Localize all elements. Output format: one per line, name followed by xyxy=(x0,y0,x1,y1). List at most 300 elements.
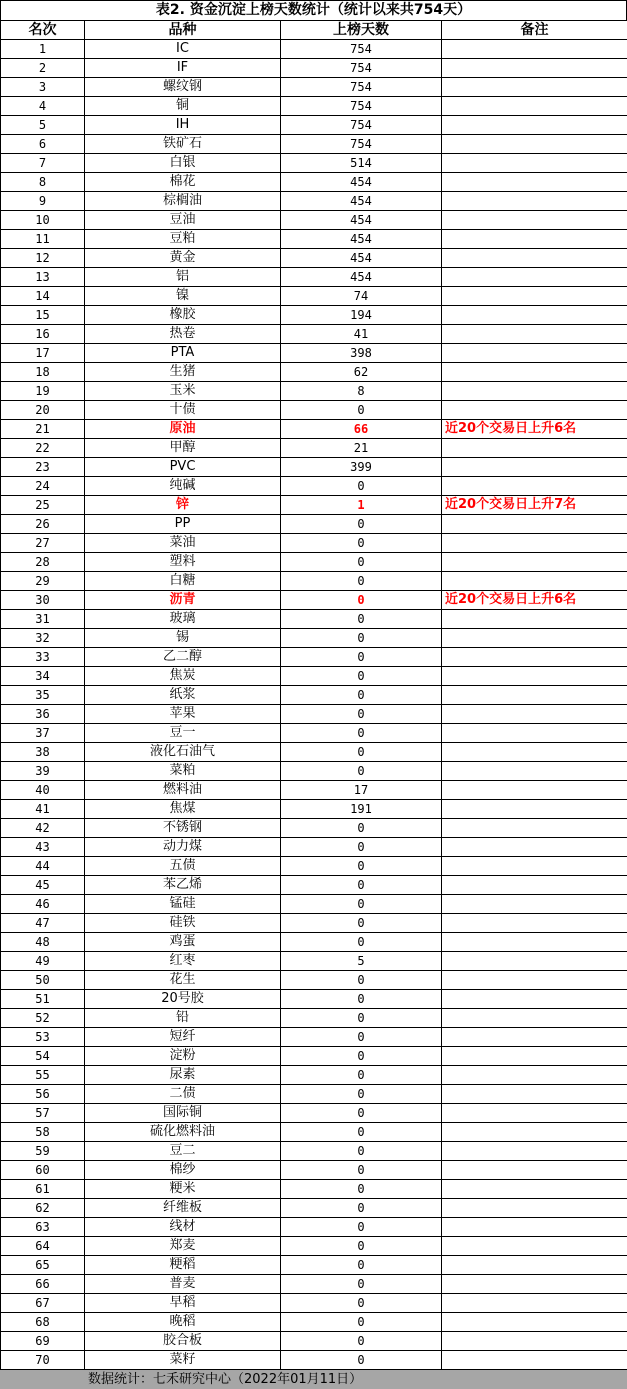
rank-cell: 52 xyxy=(1,1009,85,1028)
rank-cell: 16 xyxy=(1,325,85,344)
name-cell: 锡 xyxy=(85,629,281,648)
name-cell: IC xyxy=(85,40,281,59)
note-cell xyxy=(442,515,627,534)
note-cell xyxy=(442,1047,627,1066)
rank-cell: 66 xyxy=(1,1275,85,1294)
name-cell: 铜 xyxy=(85,97,281,116)
rank-cell: 65 xyxy=(1,1256,85,1275)
rank-cell: 63 xyxy=(1,1218,85,1237)
name-cell: 锰硅 xyxy=(85,895,281,914)
name-cell: IH xyxy=(85,116,281,135)
note-cell xyxy=(442,1180,627,1199)
days-cell: 454 xyxy=(281,173,442,192)
days-cell: 0 xyxy=(281,1199,442,1218)
rank-cell: 17 xyxy=(1,344,85,363)
rank-cell: 29 xyxy=(1,572,85,591)
table-row xyxy=(1,572,627,591)
rank-cell: 8 xyxy=(1,173,85,192)
note-cell xyxy=(442,781,627,800)
table-title: 表2. 资金沉淀上榜天数统计（统计以来共754天） xyxy=(0,0,627,21)
table-row xyxy=(1,895,627,914)
rank-cell: 55 xyxy=(1,1066,85,1085)
days-cell: 1 xyxy=(281,496,442,515)
note-cell xyxy=(442,439,627,458)
header-note: 备注 xyxy=(442,21,627,40)
rank-cell: 47 xyxy=(1,914,85,933)
table-row xyxy=(1,857,627,876)
days-cell: 0 xyxy=(281,534,442,553)
name-cell: 普麦 xyxy=(85,1275,281,1294)
table-row xyxy=(1,1142,627,1161)
table-row xyxy=(1,211,627,230)
note-cell xyxy=(442,876,627,895)
name-cell: 早稻 xyxy=(85,1294,281,1313)
note-cell xyxy=(442,933,627,952)
table-body xyxy=(1,40,627,1370)
table-row xyxy=(1,800,627,819)
name-cell: 菜籽 xyxy=(85,1351,281,1370)
table-row xyxy=(1,325,627,344)
days-cell: 0 xyxy=(281,401,442,420)
table-row xyxy=(1,1218,627,1237)
note-cell xyxy=(442,287,627,306)
note-cell xyxy=(442,629,627,648)
days-cell: 0 xyxy=(281,572,442,591)
name-cell: 五债 xyxy=(85,857,281,876)
rank-cell: 62 xyxy=(1,1199,85,1218)
rank-cell: 7 xyxy=(1,154,85,173)
name-cell: 郑麦 xyxy=(85,1237,281,1256)
rank-cell: 21 xyxy=(1,420,85,439)
name-cell: 液化石油气 xyxy=(85,743,281,762)
days-cell: 0 xyxy=(281,743,442,762)
table-row xyxy=(1,1313,627,1332)
note-cell xyxy=(442,800,627,819)
table-row xyxy=(1,154,627,173)
days-cell: 0 xyxy=(281,1028,442,1047)
name-cell: 白银 xyxy=(85,154,281,173)
days-cell: 454 xyxy=(281,249,442,268)
table-row xyxy=(1,876,627,895)
days-cell: 754 xyxy=(281,59,442,78)
note-cell xyxy=(442,1332,627,1351)
note-cell xyxy=(442,838,627,857)
table-row xyxy=(1,420,627,439)
rank-cell: 9 xyxy=(1,192,85,211)
name-cell: 胶合板 xyxy=(85,1332,281,1351)
name-cell: 硅铁 xyxy=(85,914,281,933)
days-cell: 0 xyxy=(281,648,442,667)
note-cell: 近20个交易日上升6名 xyxy=(442,420,627,439)
table-row xyxy=(1,648,627,667)
note-cell: 近20个交易日上升7名 xyxy=(442,496,627,515)
table-row xyxy=(1,40,627,59)
days-cell: 66 xyxy=(281,420,442,439)
name-cell: PTA xyxy=(85,344,281,363)
name-cell: 生猪 xyxy=(85,363,281,382)
note-cell xyxy=(442,230,627,249)
table-row xyxy=(1,1104,627,1123)
name-cell: 铝 xyxy=(85,268,281,287)
days-cell: 454 xyxy=(281,192,442,211)
days-cell: 0 xyxy=(281,1180,442,1199)
rank-cell: 56 xyxy=(1,1085,85,1104)
note-cell xyxy=(442,914,627,933)
table-header xyxy=(1,21,627,40)
table-row xyxy=(1,1047,627,1066)
table-row xyxy=(1,78,627,97)
days-cell: 0 xyxy=(281,667,442,686)
name-cell: 黄金 xyxy=(85,249,281,268)
table-row xyxy=(1,1199,627,1218)
note-cell xyxy=(442,1123,627,1142)
rank-cell: 49 xyxy=(1,952,85,971)
days-cell: 0 xyxy=(281,1237,442,1256)
table-row xyxy=(1,705,627,724)
rank-cell: 20 xyxy=(1,401,85,420)
days-cell: 754 xyxy=(281,97,442,116)
rank-cell: 51 xyxy=(1,990,85,1009)
rank-cell: 44 xyxy=(1,857,85,876)
name-cell: 国际铜 xyxy=(85,1104,281,1123)
table-row xyxy=(1,1275,627,1294)
days-cell: 514 xyxy=(281,154,442,173)
note-cell xyxy=(442,116,627,135)
days-cell: 0 xyxy=(281,724,442,743)
note-cell xyxy=(442,173,627,192)
table-row xyxy=(1,268,627,287)
note-cell xyxy=(442,1142,627,1161)
table-row xyxy=(1,952,627,971)
note-cell xyxy=(442,1313,627,1332)
rank-cell: 11 xyxy=(1,230,85,249)
name-cell: 豆一 xyxy=(85,724,281,743)
note-cell xyxy=(442,344,627,363)
name-cell: 白糖 xyxy=(85,572,281,591)
rank-cell: 4 xyxy=(1,97,85,116)
name-cell: 粳米 xyxy=(85,1180,281,1199)
rank-cell: 14 xyxy=(1,287,85,306)
name-cell: 十债 xyxy=(85,401,281,420)
rank-cell: 36 xyxy=(1,705,85,724)
days-cell: 399 xyxy=(281,458,442,477)
rank-cell: 28 xyxy=(1,553,85,572)
rank-cell: 3 xyxy=(1,78,85,97)
note-cell xyxy=(442,211,627,230)
note-cell xyxy=(442,78,627,97)
header-rank: 名次 xyxy=(1,21,85,40)
days-cell: 0 xyxy=(281,1351,442,1370)
rank-cell: 54 xyxy=(1,1047,85,1066)
note-cell xyxy=(442,1161,627,1180)
days-cell: 0 xyxy=(281,1313,442,1332)
name-cell: 沥青 xyxy=(85,591,281,610)
days-cell: 0 xyxy=(281,1275,442,1294)
name-cell: 螺纹钢 xyxy=(85,78,281,97)
days-cell: 0 xyxy=(281,705,442,724)
name-cell: 玻璃 xyxy=(85,610,281,629)
days-cell: 0 xyxy=(281,1123,442,1142)
note-cell xyxy=(442,40,627,59)
table-row xyxy=(1,990,627,1009)
days-cell: 21 xyxy=(281,439,442,458)
days-cell: 0 xyxy=(281,515,442,534)
days-cell: 0 xyxy=(281,1332,442,1351)
note-cell xyxy=(442,249,627,268)
name-cell: 花生 xyxy=(85,971,281,990)
days-cell: 0 xyxy=(281,591,442,610)
note-cell xyxy=(442,952,627,971)
rank-cell: 58 xyxy=(1,1123,85,1142)
days-cell: 8 xyxy=(281,382,442,401)
rank-cell: 37 xyxy=(1,724,85,743)
name-cell: 鸡蛋 xyxy=(85,933,281,952)
table-row xyxy=(1,610,627,629)
note-cell xyxy=(442,135,627,154)
table-row xyxy=(1,724,627,743)
note-cell xyxy=(442,762,627,781)
name-cell: 菜油 xyxy=(85,534,281,553)
table-row xyxy=(1,515,627,534)
name-cell: 铅 xyxy=(85,1009,281,1028)
days-cell: 0 xyxy=(281,838,442,857)
footer-text: 数据统计：七禾研究中心（2022年01月11日） xyxy=(88,1370,362,1389)
note-cell xyxy=(442,686,627,705)
days-cell: 0 xyxy=(281,1104,442,1123)
rank-cell: 40 xyxy=(1,781,85,800)
rank-cell: 41 xyxy=(1,800,85,819)
table-row xyxy=(1,1161,627,1180)
table-row xyxy=(1,1123,627,1142)
days-cell: 0 xyxy=(281,1294,442,1313)
name-cell: 红枣 xyxy=(85,952,281,971)
note-cell xyxy=(442,534,627,553)
name-cell: 二债 xyxy=(85,1085,281,1104)
rank-cell: 6 xyxy=(1,135,85,154)
days-cell: 0 xyxy=(281,1047,442,1066)
days-cell: 41 xyxy=(281,325,442,344)
rank-cell: 53 xyxy=(1,1028,85,1047)
name-cell: 苯乙烯 xyxy=(85,876,281,895)
note-cell: 近20个交易日上升6名 xyxy=(442,591,627,610)
note-cell xyxy=(442,1085,627,1104)
table-row xyxy=(1,116,627,135)
note-cell xyxy=(442,1104,627,1123)
name-cell: 不锈钢 xyxy=(85,819,281,838)
table-row xyxy=(1,1066,627,1085)
rank-cell: 42 xyxy=(1,819,85,838)
table-row xyxy=(1,458,627,477)
name-cell: 棉花 xyxy=(85,173,281,192)
table-row xyxy=(1,173,627,192)
table-row xyxy=(1,1180,627,1199)
rank-cell: 64 xyxy=(1,1237,85,1256)
table-row xyxy=(1,762,627,781)
table-row xyxy=(1,933,627,952)
rank-cell: 48 xyxy=(1,933,85,952)
days-cell: 754 xyxy=(281,135,442,154)
days-cell: 0 xyxy=(281,1142,442,1161)
name-cell: 苹果 xyxy=(85,705,281,724)
rank-cell: 23 xyxy=(1,458,85,477)
table-row xyxy=(1,781,627,800)
rank-cell: 31 xyxy=(1,610,85,629)
table-row xyxy=(1,1351,627,1370)
note-cell xyxy=(442,971,627,990)
note-cell xyxy=(442,59,627,78)
days-cell: 0 xyxy=(281,990,442,1009)
rank-cell: 25 xyxy=(1,496,85,515)
days-cell: 194 xyxy=(281,306,442,325)
rank-cell: 43 xyxy=(1,838,85,857)
table-row xyxy=(1,686,627,705)
days-cell: 0 xyxy=(281,1256,442,1275)
days-cell: 0 xyxy=(281,762,442,781)
note-cell xyxy=(442,1237,627,1256)
rank-cell: 50 xyxy=(1,971,85,990)
name-cell: 菜粕 xyxy=(85,762,281,781)
rank-cell: 33 xyxy=(1,648,85,667)
header-row xyxy=(1,21,627,40)
table-row xyxy=(1,534,627,553)
table-row xyxy=(1,1332,627,1351)
table-row xyxy=(1,477,627,496)
name-cell: 热卷 xyxy=(85,325,281,344)
days-cell: 5 xyxy=(281,952,442,971)
name-cell: 淀粉 xyxy=(85,1047,281,1066)
name-cell: 镍 xyxy=(85,287,281,306)
note-cell xyxy=(442,97,627,116)
note-cell xyxy=(442,1256,627,1275)
days-cell: 0 xyxy=(281,477,442,496)
days-cell: 0 xyxy=(281,629,442,648)
name-cell: 焦炭 xyxy=(85,667,281,686)
days-cell: 754 xyxy=(281,78,442,97)
note-cell xyxy=(442,648,627,667)
days-cell: 0 xyxy=(281,933,442,952)
rank-cell: 70 xyxy=(1,1351,85,1370)
note-cell xyxy=(442,363,627,382)
name-cell: 尿素 xyxy=(85,1066,281,1085)
rank-cell: 60 xyxy=(1,1161,85,1180)
table-row xyxy=(1,1237,627,1256)
name-cell: 棕榈油 xyxy=(85,192,281,211)
note-cell xyxy=(442,572,627,591)
rank-cell: 18 xyxy=(1,363,85,382)
table-row xyxy=(1,496,627,515)
note-cell xyxy=(442,306,627,325)
rank-cell: 1 xyxy=(1,40,85,59)
days-cell: 0 xyxy=(281,857,442,876)
rank-cell: 26 xyxy=(1,515,85,534)
name-cell: 线材 xyxy=(85,1218,281,1237)
rank-cell: 10 xyxy=(1,211,85,230)
note-cell xyxy=(442,1199,627,1218)
table-row xyxy=(1,439,627,458)
name-cell: PVC xyxy=(85,458,281,477)
note-cell xyxy=(442,1218,627,1237)
name-cell: 晚稻 xyxy=(85,1313,281,1332)
rank-cell: 15 xyxy=(1,306,85,325)
note-cell xyxy=(442,990,627,1009)
table-row xyxy=(1,971,627,990)
days-cell: 454 xyxy=(281,230,442,249)
days-cell: 0 xyxy=(281,914,442,933)
name-cell: 原油 xyxy=(85,420,281,439)
note-cell xyxy=(442,819,627,838)
note-cell xyxy=(442,1294,627,1313)
rank-cell: 24 xyxy=(1,477,85,496)
table-row xyxy=(1,1294,627,1313)
rank-cell: 69 xyxy=(1,1332,85,1351)
days-cell: 0 xyxy=(281,876,442,895)
rank-cell: 27 xyxy=(1,534,85,553)
rank-cell: 13 xyxy=(1,268,85,287)
days-cell: 454 xyxy=(281,268,442,287)
note-cell xyxy=(442,724,627,743)
note-cell xyxy=(442,192,627,211)
name-cell: 动力煤 xyxy=(85,838,281,857)
name-cell: 甲醇 xyxy=(85,439,281,458)
name-cell: 乙二醇 xyxy=(85,648,281,667)
table-row xyxy=(1,1028,627,1047)
note-cell xyxy=(442,382,627,401)
name-cell: 焦煤 xyxy=(85,800,281,819)
days-cell: 398 xyxy=(281,344,442,363)
note-cell xyxy=(442,477,627,496)
table-row xyxy=(1,306,627,325)
days-cell: 454 xyxy=(281,211,442,230)
days-cell: 74 xyxy=(281,287,442,306)
days-cell: 0 xyxy=(281,819,442,838)
rank-cell: 39 xyxy=(1,762,85,781)
days-cell: 754 xyxy=(281,40,442,59)
days-cell: 191 xyxy=(281,800,442,819)
table-row xyxy=(1,1085,627,1104)
days-cell: 0 xyxy=(281,971,442,990)
rank-cell: 46 xyxy=(1,895,85,914)
table-row xyxy=(1,667,627,686)
table-row xyxy=(1,401,627,420)
table-row xyxy=(1,59,627,78)
note-cell xyxy=(442,1066,627,1085)
table-row xyxy=(1,135,627,154)
rank-cell: 67 xyxy=(1,1294,85,1313)
table-row xyxy=(1,192,627,211)
days-cell: 0 xyxy=(281,1218,442,1237)
days-cell: 0 xyxy=(281,1161,442,1180)
rank-cell: 45 xyxy=(1,876,85,895)
days-cell: 17 xyxy=(281,781,442,800)
note-cell xyxy=(442,1028,627,1047)
rank-cell: 12 xyxy=(1,249,85,268)
table-row xyxy=(1,382,627,401)
note-cell xyxy=(442,667,627,686)
table-row xyxy=(1,344,627,363)
name-cell: PP xyxy=(85,515,281,534)
name-cell: 橡胶 xyxy=(85,306,281,325)
note-cell xyxy=(442,1351,627,1370)
days-cell: 62 xyxy=(281,363,442,382)
rank-cell: 38 xyxy=(1,743,85,762)
note-cell xyxy=(442,1275,627,1294)
rank-cell: 35 xyxy=(1,686,85,705)
name-cell: 豆粕 xyxy=(85,230,281,249)
table-row xyxy=(1,363,627,382)
name-cell: 塑料 xyxy=(85,553,281,572)
name-cell: 豆二 xyxy=(85,1142,281,1161)
name-cell: 粳稻 xyxy=(85,1256,281,1275)
